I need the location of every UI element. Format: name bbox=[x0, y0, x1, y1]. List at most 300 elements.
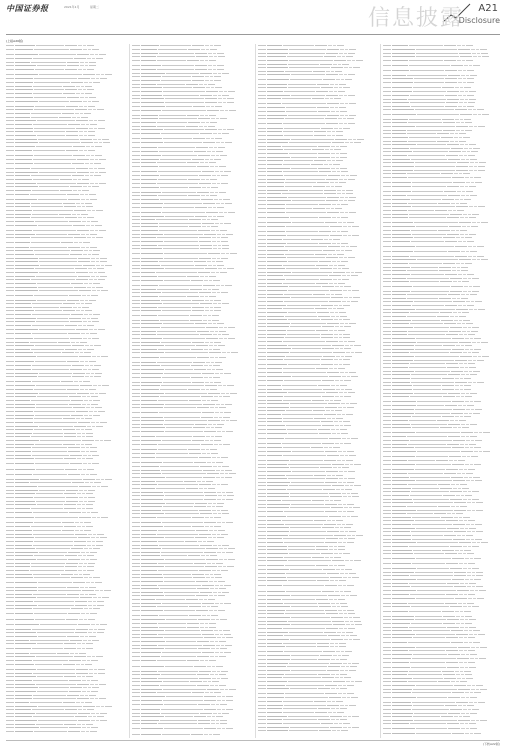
listing-cell-line bbox=[88, 135, 95, 136]
listing-cell-line bbox=[15, 555, 33, 556]
listing-cell-line bbox=[78, 276, 90, 277]
listing-cell-line bbox=[214, 444, 218, 445]
listing-cell-line bbox=[284, 275, 328, 276]
listing-cell-line bbox=[224, 585, 231, 586]
listing-cell-line bbox=[313, 294, 325, 295]
listing-cell-line bbox=[291, 617, 330, 618]
listing-cell-line bbox=[392, 203, 407, 204]
listing-cell-line bbox=[15, 673, 32, 674]
listing-cell-line bbox=[327, 475, 331, 476]
listing-cell-line bbox=[258, 128, 266, 129]
listing-cell-line bbox=[225, 689, 228, 690]
listing-cell-line bbox=[132, 634, 140, 635]
listing-cell-line bbox=[81, 333, 85, 334]
listing-cell-line bbox=[452, 267, 456, 268]
listing-cell-line bbox=[206, 389, 209, 390]
listing-cell-line bbox=[446, 363, 458, 364]
listing-cell-line bbox=[217, 552, 221, 553]
listing-cell-line bbox=[159, 230, 197, 231]
listing-cell-line bbox=[39, 272, 75, 273]
listing-cell-line bbox=[132, 87, 140, 88]
listing-cell-line bbox=[192, 310, 204, 311]
listing-cell-line bbox=[208, 503, 212, 504]
listing-cell-line bbox=[333, 254, 336, 255]
listing-cell-line bbox=[225, 645, 232, 646]
listing-cell-line bbox=[15, 314, 31, 315]
listing-cell-line bbox=[192, 159, 204, 160]
listing-cell-line bbox=[132, 637, 140, 638]
listing-cell-line bbox=[141, 192, 161, 193]
listing-cell-line bbox=[215, 427, 222, 428]
listing-cell-line bbox=[437, 133, 449, 134]
listing-cell-line bbox=[267, 705, 283, 706]
listing-cell-line bbox=[15, 501, 35, 502]
listing-cell-line bbox=[258, 131, 266, 132]
listing-cell-line bbox=[344, 380, 351, 381]
listing-cell-line bbox=[87, 396, 90, 397]
listing-cell-line bbox=[314, 131, 326, 132]
listing-cell-line bbox=[132, 280, 140, 281]
listing-cell-line bbox=[412, 305, 444, 306]
listing-cell-line bbox=[342, 268, 349, 269]
listing-cell-line bbox=[72, 345, 84, 346]
listing-cell-line bbox=[65, 89, 77, 90]
listing-cell-line bbox=[15, 290, 38, 291]
listing-cell-line bbox=[98, 168, 105, 169]
listing-cell-line bbox=[392, 170, 413, 171]
listing-cell-line bbox=[132, 559, 140, 560]
listing-cell-line bbox=[453, 182, 465, 183]
listing-cell-line bbox=[456, 126, 468, 127]
listing-cell-line bbox=[215, 641, 218, 642]
listing-cell-line bbox=[392, 109, 414, 110]
listing-cell-line bbox=[267, 542, 283, 543]
listing-cell-line bbox=[203, 315, 207, 316]
listing-cell-line bbox=[291, 659, 317, 660]
listing-cell-line bbox=[346, 175, 349, 176]
listing-cell-line bbox=[101, 356, 108, 357]
listing-cell-line bbox=[78, 258, 90, 259]
listing-cell-line bbox=[93, 250, 100, 251]
listing-cell-line bbox=[220, 230, 227, 231]
listing-cell-line bbox=[415, 349, 451, 350]
listing-cell-line bbox=[32, 314, 70, 315]
listing-cell-line bbox=[83, 254, 87, 255]
listing-cell-line bbox=[283, 239, 310, 240]
listing-cell-line bbox=[258, 135, 266, 136]
listing-cell-line bbox=[392, 214, 408, 215]
listing-cell-line bbox=[206, 91, 218, 92]
listing-cell-line bbox=[478, 114, 481, 115]
listing-cell-line bbox=[258, 103, 266, 104]
listing-cell-line bbox=[392, 234, 411, 235]
listing-cell-line bbox=[15, 497, 33, 498]
listing-cell-line bbox=[141, 700, 162, 701]
listing-cell-line bbox=[87, 217, 94, 218]
listing-cell-line bbox=[340, 527, 343, 528]
listing-cell-line bbox=[337, 712, 344, 713]
listing-cell-line bbox=[141, 671, 157, 672]
listing-cell-line bbox=[383, 151, 391, 152]
listing-cell-line bbox=[94, 175, 101, 176]
listing-cell-line bbox=[141, 253, 163, 254]
listing-cell-line bbox=[217, 696, 221, 697]
listing-cell-line bbox=[132, 216, 140, 217]
listing-cell-line bbox=[85, 97, 88, 98]
listing-cell-line bbox=[466, 45, 473, 46]
listing-cell-line bbox=[342, 460, 345, 461]
listing-cell-line bbox=[64, 504, 76, 505]
listing-cell-line bbox=[141, 258, 163, 259]
listing-cell-line bbox=[217, 424, 224, 425]
listing-cell-line bbox=[349, 670, 356, 671]
listing-cell-line bbox=[38, 139, 79, 140]
listing-cell-line bbox=[34, 418, 62, 419]
listing-cell-line bbox=[162, 510, 198, 511]
listing-cell-line bbox=[288, 716, 329, 717]
listing-cell-line bbox=[6, 731, 14, 732]
listing-cell-line bbox=[38, 287, 73, 288]
listing-cell-line bbox=[267, 400, 282, 401]
listing-cell-line bbox=[6, 493, 14, 494]
listing-cell-line bbox=[409, 217, 446, 218]
listing-cell-line bbox=[15, 261, 38, 262]
listing-cell-line bbox=[6, 582, 14, 583]
listing-cell-line bbox=[207, 369, 211, 370]
listing-cell-line bbox=[211, 648, 215, 649]
listing-cell-line bbox=[65, 469, 77, 470]
listing-cell-line bbox=[344, 628, 347, 629]
listing-cell-line bbox=[345, 670, 348, 671]
listing-cell-line bbox=[39, 687, 69, 688]
listing-cell-line bbox=[392, 331, 407, 332]
listing-cell-line bbox=[466, 191, 473, 192]
listing-cell-line bbox=[267, 200, 291, 201]
listing-cell-line bbox=[472, 214, 479, 215]
listing-cell-line bbox=[35, 106, 65, 107]
listing-cell-line bbox=[352, 577, 359, 578]
listing-cell-line bbox=[88, 109, 92, 110]
listing-cell-line bbox=[392, 53, 415, 54]
listing-cell-line bbox=[98, 329, 105, 330]
listing-cell-line bbox=[213, 323, 216, 324]
listing-cell-line bbox=[132, 115, 140, 116]
listing-cell-line bbox=[89, 673, 93, 674]
listing-cell-line bbox=[320, 279, 332, 280]
listing-cell-line bbox=[101, 265, 104, 266]
listing-cell-line bbox=[222, 492, 225, 493]
listing-cell-line bbox=[479, 162, 486, 163]
listing-cell-line bbox=[141, 230, 158, 231]
listing-cell-line bbox=[15, 400, 30, 401]
listing-cell-line bbox=[209, 276, 216, 277]
listing-cell-line bbox=[258, 464, 266, 465]
listing-cell-line bbox=[156, 488, 185, 489]
listing-cell-line bbox=[449, 331, 461, 332]
listing-cell-line bbox=[267, 697, 284, 698]
listing-cell-line bbox=[92, 455, 99, 456]
listing-cell-line bbox=[158, 245, 199, 246]
listing-cell-line bbox=[455, 316, 458, 317]
listing-cell-line bbox=[33, 545, 73, 546]
listing-cell-line bbox=[83, 217, 86, 218]
listing-cell-line bbox=[482, 356, 489, 357]
listing-cell-line bbox=[73, 307, 77, 308]
listing-cell-line bbox=[216, 619, 219, 620]
listing-cell-line bbox=[473, 56, 477, 57]
listing-cell-line bbox=[97, 605, 104, 606]
listing-cell-line bbox=[339, 128, 342, 129]
listing-cell-line bbox=[38, 636, 66, 637]
listing-cell-line bbox=[340, 674, 347, 675]
listing-cell-line bbox=[201, 630, 213, 631]
listing-cell-line bbox=[221, 142, 224, 143]
listing-cell-line bbox=[287, 577, 329, 578]
listing-cell-line bbox=[141, 219, 155, 220]
listing-cell-line bbox=[218, 513, 221, 514]
listing-cell-line bbox=[392, 182, 411, 183]
listing-cell-line bbox=[80, 342, 87, 343]
listing-cell-line bbox=[211, 704, 215, 705]
listing-cell-line bbox=[80, 139, 92, 140]
listing-cell-line bbox=[351, 516, 358, 517]
listing-cell-line bbox=[410, 352, 449, 353]
listing-cell-line bbox=[283, 45, 314, 46]
listing-cell-line bbox=[219, 685, 226, 686]
listing-cell-line bbox=[76, 310, 80, 311]
listing-cell-line bbox=[71, 342, 75, 343]
listing-cell-line bbox=[166, 477, 202, 478]
listing-cell-line bbox=[330, 107, 334, 108]
listing-cell-line bbox=[98, 128, 105, 129]
listing-cell-line bbox=[217, 700, 221, 701]
listing-cell-line bbox=[83, 349, 86, 350]
listing-cell-line bbox=[85, 389, 88, 390]
listing-cell-line bbox=[141, 431, 164, 432]
listing-cell-line bbox=[132, 320, 140, 321]
listing-cell-line bbox=[158, 195, 187, 196]
listing-cell-line bbox=[470, 195, 477, 196]
listing-cell-line bbox=[141, 592, 163, 593]
listing-cell-line bbox=[132, 674, 140, 675]
listing-cell-line bbox=[332, 475, 335, 476]
listing-cell-line bbox=[35, 268, 74, 269]
listing-cell-line bbox=[160, 466, 199, 467]
listing-cell-line bbox=[164, 280, 190, 281]
listing-cell-line bbox=[65, 555, 77, 556]
listing-cell-line bbox=[215, 373, 219, 374]
listing-cell-line bbox=[332, 606, 336, 607]
listing-cell-line bbox=[85, 695, 88, 696]
listing-cell-line bbox=[91, 258, 95, 259]
listing-cell-line bbox=[344, 297, 348, 298]
listing-cell-line bbox=[331, 71, 334, 72]
listing-cell-line bbox=[347, 451, 354, 452]
listing-cell-line bbox=[219, 656, 226, 657]
listing-cell-line bbox=[450, 214, 462, 215]
listing-cell-line bbox=[141, 323, 162, 324]
listing-cell-line bbox=[225, 404, 232, 405]
listing-cell-line bbox=[215, 656, 218, 657]
listing-cell-line bbox=[209, 56, 213, 57]
listing-cell-line bbox=[214, 342, 221, 343]
listing-cell-line bbox=[461, 294, 465, 295]
listing-cell-line bbox=[209, 349, 212, 350]
listing-cell-line bbox=[283, 455, 326, 456]
listing-cell-line bbox=[333, 272, 345, 273]
listing-cell-line bbox=[86, 234, 89, 235]
listing-cell-line bbox=[94, 120, 97, 121]
listing-cell-line bbox=[219, 357, 226, 358]
listing-cell-line bbox=[342, 697, 346, 698]
listing-cell-line bbox=[409, 119, 441, 120]
listing-cell-line bbox=[328, 635, 340, 636]
listing-cell-line bbox=[132, 362, 140, 363]
listing-cell-line bbox=[86, 407, 90, 408]
listing-cell-line bbox=[141, 495, 164, 496]
listing-cell-line bbox=[197, 481, 201, 482]
listing-cell-line bbox=[30, 570, 64, 571]
listing-cell-line bbox=[89, 548, 92, 549]
listing-cell-line bbox=[76, 429, 80, 430]
listing-cell-line bbox=[65, 45, 77, 46]
listing-cell-line bbox=[336, 708, 339, 709]
listing-cell-line bbox=[36, 713, 77, 714]
listing-cell-line bbox=[330, 577, 342, 578]
listing-cell-line bbox=[83, 381, 90, 382]
listing-cell-line bbox=[473, 356, 477, 357]
listing-cell-line bbox=[331, 708, 335, 709]
listing-cell-line bbox=[455, 133, 458, 134]
listing-cell-line bbox=[132, 656, 140, 657]
listing-cell-line bbox=[322, 591, 334, 592]
listing-cell-line bbox=[89, 279, 93, 280]
listing-cell-line bbox=[92, 541, 95, 542]
listing-cell-line bbox=[342, 275, 346, 276]
listing-cell-line bbox=[200, 60, 204, 61]
listing-cell-line bbox=[352, 60, 355, 61]
listing-cell-line bbox=[258, 294, 266, 295]
listing-cell-line bbox=[214, 595, 217, 596]
listing-cell-line bbox=[6, 109, 14, 110]
listing-cell-line bbox=[132, 69, 140, 70]
listing-cell-line bbox=[331, 67, 343, 68]
listing-cell-line bbox=[267, 359, 283, 360]
listing-cell-line bbox=[132, 623, 140, 624]
listing-cell-line bbox=[84, 619, 87, 620]
listing-cell-line bbox=[132, 65, 140, 66]
listing-cell-line bbox=[322, 380, 334, 381]
listing-cell-line bbox=[33, 159, 76, 160]
listing-cell-line bbox=[197, 641, 209, 642]
listing-cell-line bbox=[141, 559, 164, 560]
listing-cell-line bbox=[89, 389, 96, 390]
listing-cell-line bbox=[313, 71, 325, 72]
listing-cell-line bbox=[470, 177, 473, 178]
listing-cell-line bbox=[283, 643, 316, 644]
listing-cell-line bbox=[132, 393, 140, 394]
listing-cell-line bbox=[6, 329, 14, 330]
listing-cell-line bbox=[87, 295, 90, 296]
listing-cell-line bbox=[474, 338, 481, 339]
listing-cell-line bbox=[91, 146, 94, 147]
listing-cell-line bbox=[132, 334, 140, 335]
listing-cell-line bbox=[141, 147, 157, 148]
listing-cell-line bbox=[383, 342, 391, 343]
listing-cell-line bbox=[383, 45, 391, 46]
listing-cell-line bbox=[15, 653, 29, 654]
listing-cell-line bbox=[207, 151, 211, 152]
listing-cell-line bbox=[352, 535, 355, 536]
listing-cell-line bbox=[89, 594, 96, 595]
listing-cell-line bbox=[160, 199, 200, 200]
listing-cell-line bbox=[6, 534, 14, 535]
listing-cell-line bbox=[6, 279, 14, 280]
listing-cell-line bbox=[383, 294, 391, 295]
listing-cell-line bbox=[68, 474, 80, 475]
listing-cell-line bbox=[158, 530, 195, 531]
listing-cell-line bbox=[132, 241, 140, 242]
listing-cell-line bbox=[338, 546, 345, 547]
listing-cell-line bbox=[267, 701, 282, 702]
listing-cell-line bbox=[288, 464, 331, 465]
listing-cell-line bbox=[287, 56, 323, 57]
listing-cell-line bbox=[159, 627, 186, 628]
listing-cell-line bbox=[461, 345, 464, 346]
listing-cell-line bbox=[141, 563, 157, 564]
listing-cell-line bbox=[460, 378, 463, 379]
listing-cell-line bbox=[37, 504, 63, 505]
listing-cell-line bbox=[132, 272, 140, 273]
listing-cell-line bbox=[338, 268, 341, 269]
listing-cell-line bbox=[216, 716, 223, 717]
listing-cell-line bbox=[100, 440, 103, 441]
listing-cell-line bbox=[194, 261, 206, 262]
listing-cell-line bbox=[258, 197, 266, 198]
listing-cell-line bbox=[267, 67, 288, 68]
listing-cell-line bbox=[291, 670, 326, 671]
listing-cell-line bbox=[392, 222, 413, 223]
listing-cell-line bbox=[267, 467, 289, 468]
listing-cell-line bbox=[341, 246, 345, 247]
listing-cell-line bbox=[452, 338, 464, 339]
listing-cell-line bbox=[258, 74, 266, 75]
listing-cell-line bbox=[287, 666, 327, 667]
listing-cell-line bbox=[34, 522, 61, 523]
listing-cell-line bbox=[15, 426, 38, 427]
listing-cell-line bbox=[86, 433, 93, 434]
listing-cell-line bbox=[285, 524, 323, 525]
listing-cell-line bbox=[218, 56, 225, 57]
listing-cell-line bbox=[91, 261, 95, 262]
listing-cell-line bbox=[339, 723, 342, 724]
listing-cell-line bbox=[478, 166, 485, 167]
listing-cell-line bbox=[292, 376, 328, 377]
listing-cell-line bbox=[286, 425, 321, 426]
listing-cell-line bbox=[412, 186, 446, 187]
listing-cell-line bbox=[467, 82, 474, 83]
listing-cell-line bbox=[164, 258, 198, 259]
listing-cell-line bbox=[258, 613, 266, 614]
listing-cell-line bbox=[132, 457, 140, 458]
listing-cell-line bbox=[258, 231, 266, 232]
listing-cell-line bbox=[96, 624, 99, 625]
listing-cell-line bbox=[88, 632, 92, 633]
listing-cell-line bbox=[76, 303, 80, 304]
listing-cell-line bbox=[344, 74, 347, 75]
listing-cell-line bbox=[348, 628, 355, 629]
listing-cell-line bbox=[37, 669, 75, 670]
